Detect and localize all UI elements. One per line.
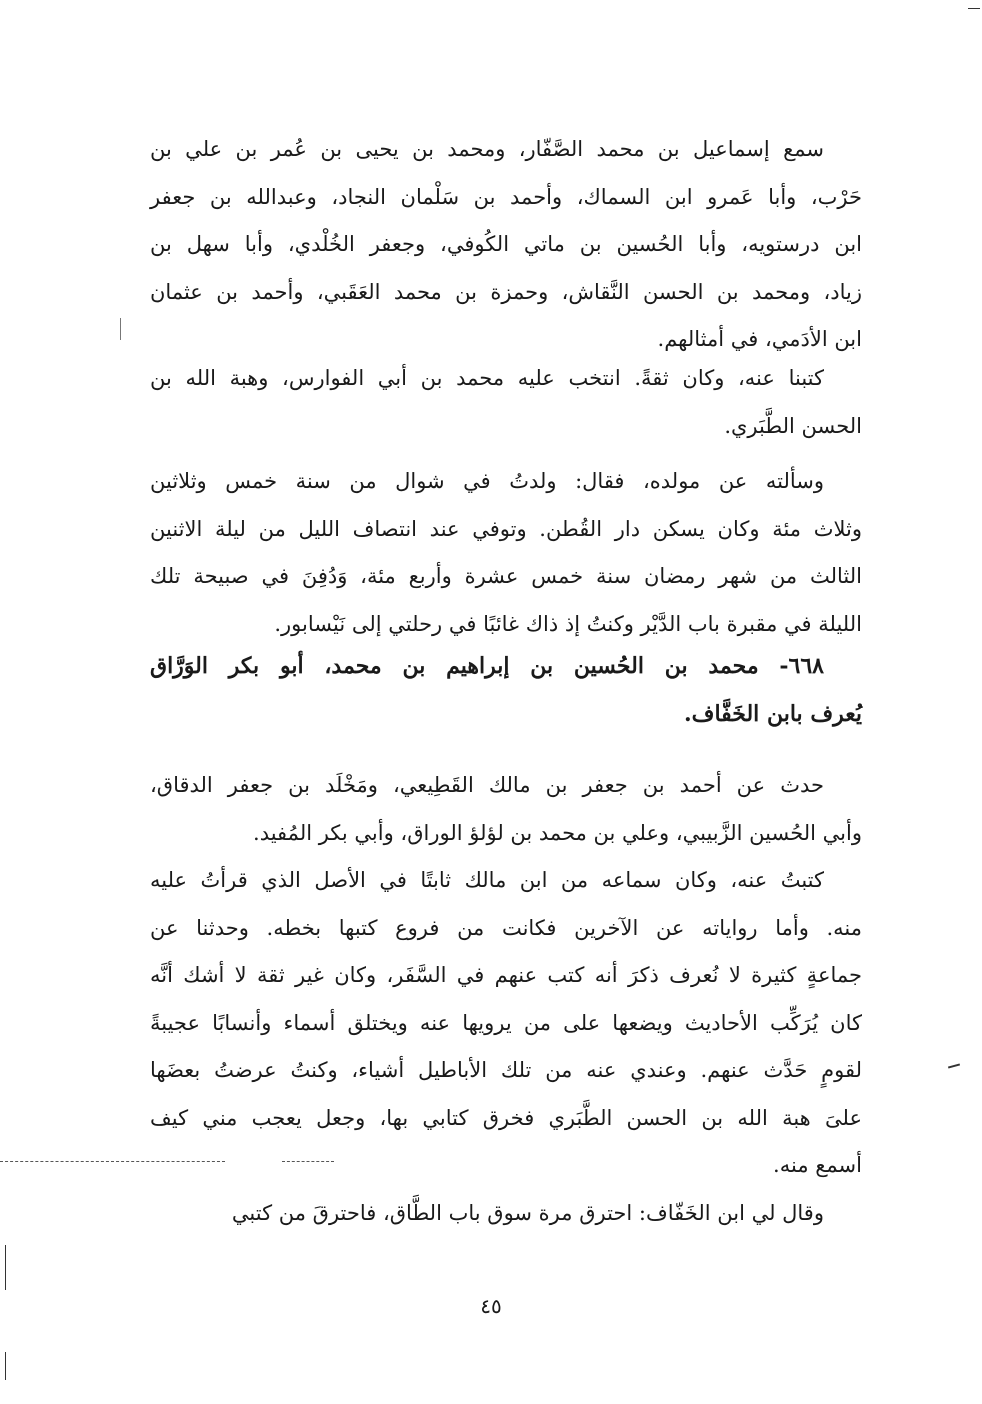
paragraph-7 xyxy=(150,1190,862,1238)
text-line: حدث عن أحمد بن جعفر بن مالك القَطِيعي، ومَخْلَد بن جعفر الدقاق، xyxy=(150,773,824,797)
scan-edge-mark xyxy=(948,1063,960,1068)
text-line: سمع إسماعيل بن محمد الصَّفّار، ومحمد بن يحيى بن عُمر بن علي بن xyxy=(150,137,824,161)
text-line: ابن الأدَمي، في أمثالهم. xyxy=(657,327,862,351)
paragraph-6-text xyxy=(150,857,862,1190)
text-line: كتبتُ عنه، وكان سماعه من ابن مالك ثابتًا في الأصل الذي قرأتُ عليه xyxy=(150,868,824,892)
text-line: أسمع منه. xyxy=(773,1153,862,1177)
text-line: كان يُرَكِّب الأحاديث ويضعها على من يرويها عنه ويختلق أسماء وأنسابًا عجيبةً xyxy=(150,1010,862,1035)
text-line: وأبي الحُسين الزَّبيبي، وعلي بن محمد بن لؤلؤ الوراق، وأبي بكر المُفيد. xyxy=(253,820,862,845)
page-number: ٤٥ xyxy=(480,1294,502,1318)
scan-edge-mark xyxy=(5,1352,6,1380)
text-line: الليلة في مقبرة باب الدَّيْر وكنتُ إذ ذاك غائبًا في رحلتي إلى نَيْسابور. xyxy=(274,611,862,636)
heading-line: ٦٦٨- محمد بن الحُسين بن إبراهيم بن محمد، أبو بكر الوَرَّاق xyxy=(150,653,824,679)
entry-heading-668 xyxy=(150,643,862,738)
paragraph-2 xyxy=(150,355,862,450)
text-line: وقال لي ابن الخَفّاف: احترق مرة سوق باب الطَّاق، فاحترقَ من كتبي xyxy=(231,1201,824,1225)
paragraph-1 xyxy=(150,126,862,364)
paragraph-6 xyxy=(150,857,862,1190)
text-line: كتبنا عنه، وكان ثقةً. انتخب عليه محمد بن أبي الفوارس، وهبة الله بن xyxy=(150,366,824,390)
text-line: زياد، ومحمد بن الحسن النَّقاش، وحمزة بن محمد العَقَبي، وأحمد بن عثمان xyxy=(150,279,862,304)
text-line: لقومٍ حَدَّث عنهم. وعندي عنه من تلك الأباطيل أشياء، وكنتُ عرضتُ بعضَها xyxy=(150,1058,862,1082)
paragraph-5-text xyxy=(150,762,862,857)
paragraph-3-text xyxy=(150,458,862,648)
text-line: علىَ هبة الله بن الحسن الطَّبَري فخرق كتابي بها، وجعل يعجب مني كيف xyxy=(150,1105,862,1130)
text-line: وثلاث مئة وكان يسكن دار القُطن. وتوفي عند انتصاف الليل من ليلة الاثنين xyxy=(150,516,862,541)
entry-heading-text xyxy=(150,643,862,738)
scan-edge-mark xyxy=(5,1245,6,1290)
paragraph-1-text xyxy=(150,126,862,364)
text-line: ابن درستويه، وأبا الحُسين بن ماتي الكُوفي، وجعفر الخُلْدي، وأبا سهل بن xyxy=(150,232,862,256)
heading-line: يُعرف بابن الخَفَّاف. xyxy=(683,700,862,727)
paragraph-2-text xyxy=(150,355,862,450)
scan-dash-line xyxy=(0,1161,225,1162)
scan-dot-mark xyxy=(120,318,121,340)
scan-edge-mark xyxy=(968,8,980,9)
text-line: جماعةٍ كثيرة لا نُعرف ذكرَ أنه كتب عنهم في السَّفَر، وكان غير ثقة لا أشك أنَّه xyxy=(150,963,862,987)
text-line: الحسن الطَّبَري. xyxy=(724,413,862,438)
paragraph-5 xyxy=(150,762,862,857)
paragraph-7-text xyxy=(150,1190,862,1238)
text-line: الثالث من شهر رمضان سنة خمس عشرة وأربع مئة، وَدُفِنَ في صبيحة تلك xyxy=(150,564,862,588)
scan-dash-line xyxy=(282,1161,334,1162)
text-line: منه. وأما رواياته عن الآخرين فكانت من فروع كتبها بخطه. وحدثنا عن xyxy=(150,915,862,940)
text-line: وسألته عن مولده، فقال: ولدتُ في شوال من سنة خمس وثلاثين xyxy=(150,469,824,493)
text-line: حَرْب، وأبا عَمرو ابن السماك، وأحمد بن سَلْمان النجاد، وعبدالله بن جعفر xyxy=(150,184,862,209)
paragraph-3 xyxy=(150,458,862,648)
